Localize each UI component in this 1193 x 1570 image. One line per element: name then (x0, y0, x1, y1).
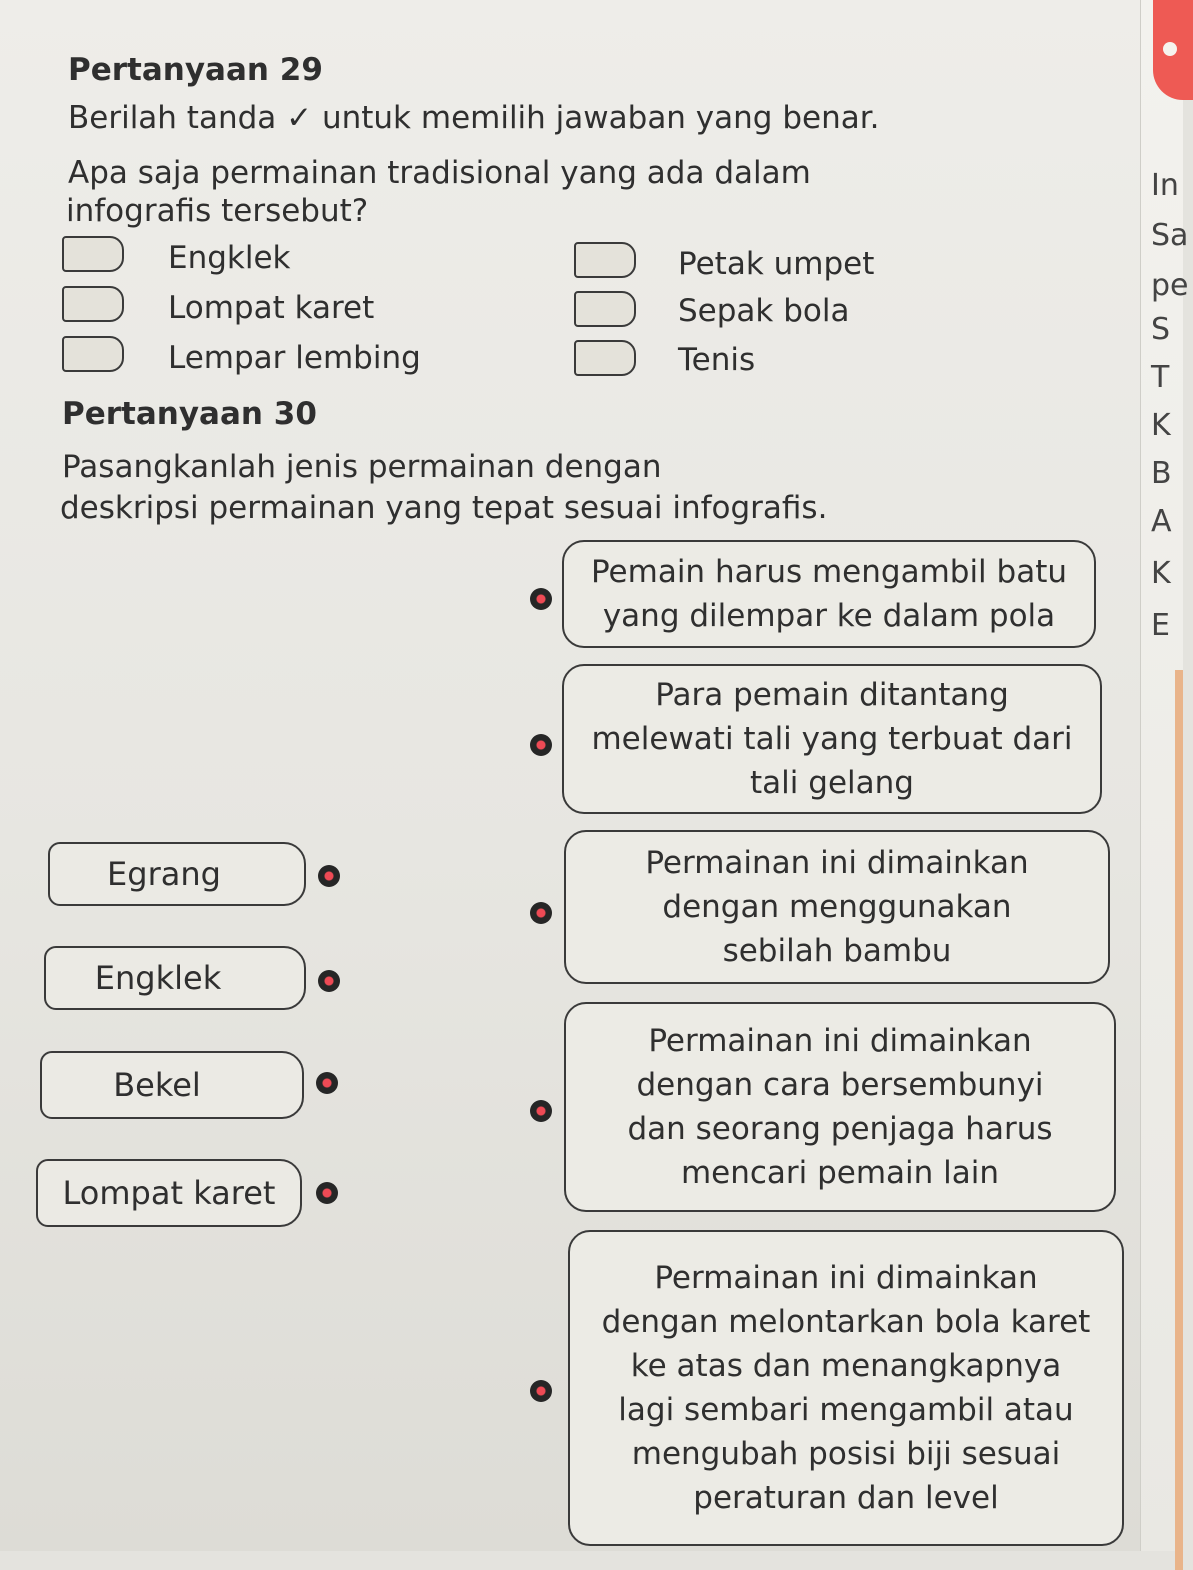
match-dot-description-1[interactable] (530, 588, 552, 610)
q29-question-line1: Apa saja permainan tradisional yang ada dalam (68, 155, 811, 191)
description-1-line-1: Pemain harus mengambil batu (590, 553, 1068, 590)
description-box-4 (564, 1002, 1116, 1212)
description-2-line-2: melewati tali yang terbuat dari (591, 720, 1073, 757)
page-tab-dot (1163, 42, 1177, 56)
description-2-line-3: tali gelang (750, 765, 914, 801)
adjacent-text-fragment: T (1151, 360, 1170, 395)
description-2-line-1: Para pemain ditantang (655, 676, 1009, 713)
match-dot-description-5[interactable] (530, 1380, 552, 1402)
description-3-line-1: Permainan ini dimainkan (645, 844, 1029, 881)
q29-question-line2: infografis tersebut? (66, 193, 369, 229)
game-label-engklek: Engklek (94, 959, 222, 997)
checkbox-petak-umpet[interactable] (574, 242, 636, 278)
description-5-line-5: mengubah posisi biji sesuai (631, 1436, 1061, 1473)
adjacent-text-fragment: K (1151, 408, 1171, 443)
adjacent-text-fragment: S (1151, 312, 1171, 347)
description-box-3 (564, 830, 1110, 984)
option-lompat-karet: Lompat karet (168, 290, 375, 326)
game-label-lompat-karet: Lompat karet (62, 1174, 276, 1212)
description-4-line-4: mencari pemain lain (680, 1155, 1000, 1192)
match-dot-engklek[interactable] (318, 970, 340, 992)
q30-instruction-line1: Pasangkanlah jenis permainan dengan (62, 449, 662, 485)
adjacent-page-color-strip (1175, 670, 1183, 1570)
game-box-lompat-karet (36, 1159, 302, 1227)
game-label-bekel: Bekel (113, 1066, 201, 1104)
game-box-engklek (44, 946, 306, 1010)
checkbox-lempar-lembing[interactable] (62, 336, 124, 372)
checkbox-lompat-karet[interactable] (62, 286, 124, 322)
game-box-bekel (40, 1051, 304, 1119)
option-lempar-lembing: Lempar lembing (168, 340, 421, 376)
adjacent-page-edge (1140, 0, 1189, 1551)
checkbox-engklek[interactable] (62, 236, 124, 272)
option-petak-umpet: Petak umpet (678, 246, 875, 282)
description-4-line-3: dan seorang penjaga harus (627, 1111, 1053, 1147)
description-5-line-1: Permainan ini dimainkan (654, 1259, 1038, 1296)
description-box-1 (562, 540, 1096, 648)
option-tenis: Tenis (678, 342, 756, 378)
description-3-line-3: sebilah bambu (722, 933, 952, 969)
option-sepak-bola: Sepak bola (678, 293, 850, 329)
checkbox-sepak-bola[interactable] (574, 291, 636, 327)
description-5-line-3: ke atas dan menangkapnya (630, 1347, 1062, 1384)
match-dot-description-4[interactable] (530, 1100, 552, 1122)
description-5-line-4: lagi sembari mengambil atau (618, 1392, 1074, 1428)
description-4-line-1: Permainan ini dimainkan (648, 1022, 1032, 1059)
match-dot-bekel[interactable] (316, 1072, 338, 1094)
checkbox-tenis[interactable] (574, 340, 636, 376)
adjacent-text-fragment: In (1151, 168, 1179, 203)
description-1-line-2: yang dilempar ke dalam pola (602, 598, 1056, 634)
q29-title: Pertanyaan 29 (68, 52, 323, 88)
description-box-2 (562, 664, 1102, 814)
adjacent-text-fragment: K (1151, 556, 1171, 591)
q29-instruction: Berilah tanda ✓ untuk memilih jawaban yang benar. (68, 100, 880, 136)
q30-instruction-line2: deskripsi permainan yang tepat sesuai infografis. (60, 490, 828, 526)
adjacent-text-fragment: B (1151, 456, 1172, 491)
description-box-5 (568, 1230, 1124, 1546)
q30-title: Pertanyaan 30 (62, 396, 317, 432)
match-dot-lompat-karet[interactable] (316, 1182, 338, 1204)
adjacent-text-fragment: Sa (1151, 218, 1189, 253)
match-dot-description-3[interactable] (530, 902, 552, 924)
description-5-line-2: dengan melontarkan bola karet (601, 1303, 1091, 1340)
option-engklek: Engklek (168, 240, 291, 276)
description-5-line-6: peraturan dan level (693, 1480, 999, 1517)
adjacent-text-fragment: pe (1151, 268, 1189, 303)
adjacent-text-fragment: E (1151, 608, 1170, 643)
description-4-line-2: dengan cara bersembunyi (636, 1066, 1044, 1103)
match-dot-egrang[interactable] (318, 865, 340, 887)
game-box-egrang (48, 842, 306, 906)
description-3-line-2: dengan menggunakan (662, 888, 1012, 925)
game-label-egrang: Egrang (107, 855, 221, 893)
match-dot-description-2[interactable] (530, 734, 552, 756)
adjacent-text-fragment: A (1151, 504, 1172, 539)
